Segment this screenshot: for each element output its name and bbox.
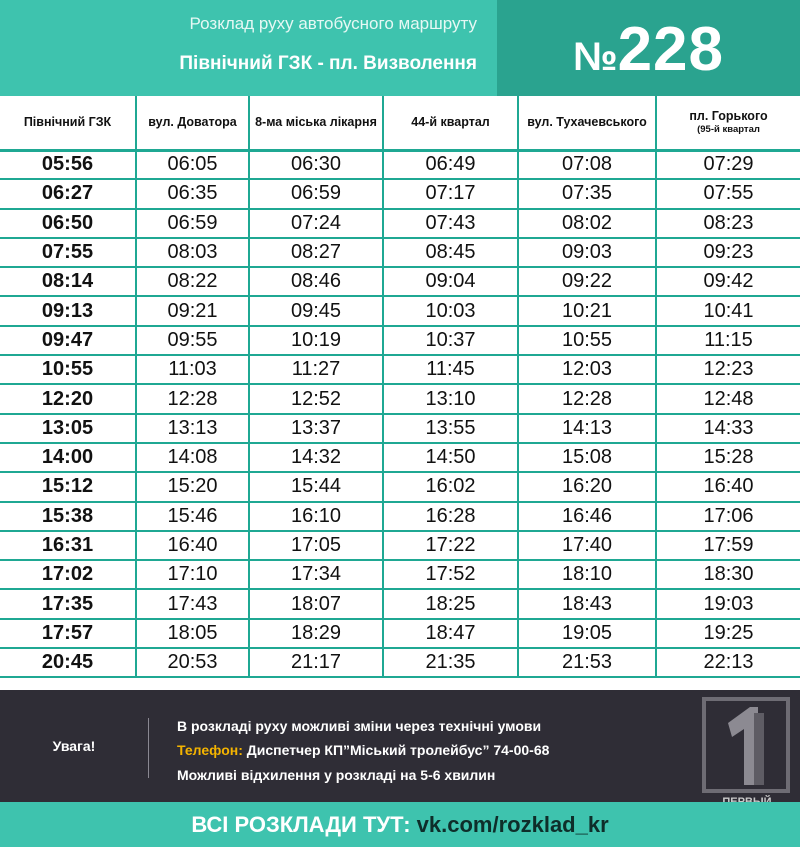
stop-time-cell: 08:45	[383, 238, 518, 267]
departure-time-cell: 06:27	[0, 179, 136, 208]
stop-time-cell: 11:45	[383, 355, 518, 384]
table-row	[0, 531, 800, 560]
table-row	[0, 179, 800, 208]
column-header-label: пл. Горького	[689, 109, 768, 124]
stop-time-cell: 07:43	[383, 209, 518, 238]
table-row	[0, 238, 800, 267]
phone-text: Диспетчер КП”Міський тролейбус” 74-00-68	[242, 742, 550, 758]
stop-time-cell: 12:23	[656, 355, 800, 384]
table-row	[0, 296, 800, 325]
stop-time-cell: 14:13	[518, 414, 656, 443]
stop-time-cell: 09:45	[249, 296, 383, 325]
stop-time-cell: 06:35	[136, 179, 249, 208]
stop-time-cell: 09:23	[656, 238, 800, 267]
stop-time-cell: 20:53	[136, 648, 249, 677]
stop-time-cell: 12:28	[518, 384, 656, 413]
notice-panel	[0, 690, 800, 802]
stop-time-cell: 17:06	[656, 502, 800, 531]
stop-time-cell: 15:44	[249, 472, 383, 501]
schedule-table	[0, 96, 800, 678]
stop-time-cell: 17:05	[249, 531, 383, 560]
column-header-label: 8-ма міська лікарня	[255, 115, 377, 130]
stop-time-cell: 18:25	[383, 589, 518, 618]
stop-time-cell: 14:08	[136, 443, 249, 472]
stop-time-cell: 12:03	[518, 355, 656, 384]
stop-time-cell: 14:33	[656, 414, 800, 443]
stop-time-cell: 06:59	[249, 179, 383, 208]
stop-time-cell: 12:28	[136, 384, 249, 413]
stop-time-cell: 19:25	[656, 619, 800, 648]
stop-time-cell: 19:05	[518, 619, 656, 648]
column-header	[136, 96, 249, 150]
column-header	[249, 96, 383, 150]
departure-time-cell: 14:00	[0, 443, 136, 472]
table-row	[0, 267, 800, 296]
stop-time-cell: 06:05	[136, 150, 249, 179]
stop-time-cell: 16:46	[518, 502, 656, 531]
route-number-panel	[497, 0, 800, 96]
stop-time-cell: 16:20	[518, 472, 656, 501]
departure-time-cell: 16:31	[0, 531, 136, 560]
stop-time-cell: 11:15	[656, 326, 800, 355]
notice-line-deviation: Можливі відхилення у розкладі на 5-6 хвилин	[177, 767, 496, 783]
stop-time-cell: 06:49	[383, 150, 518, 179]
table-row	[0, 384, 800, 413]
stop-time-cell: 07:17	[383, 179, 518, 208]
stop-time-cell: 11:27	[249, 355, 383, 384]
stop-time-cell: 14:50	[383, 443, 518, 472]
table-row	[0, 414, 800, 443]
footer-link[interactable]: vk.com/rozklad_kr	[416, 812, 609, 837]
departure-time-cell: 15:12	[0, 472, 136, 501]
stop-time-cell: 17:59	[656, 531, 800, 560]
stop-time-cell: 16:40	[136, 531, 249, 560]
notice-line-phone	[177, 742, 549, 758]
stop-time-cell: 16:28	[383, 502, 518, 531]
stop-time-cell: 21:17	[249, 648, 383, 677]
stop-time-cell: 21:35	[383, 648, 518, 677]
stop-time-cell: 09:22	[518, 267, 656, 296]
table-row	[0, 326, 800, 355]
stop-time-cell: 18:30	[656, 560, 800, 589]
stop-time-cell: 16:10	[249, 502, 383, 531]
schedule-subtitle: Розклад руху автобусного маршруту	[189, 14, 477, 33]
departure-time-cell: 10:55	[0, 355, 136, 384]
stop-time-cell: 18:47	[383, 619, 518, 648]
column-header	[656, 96, 800, 150]
departure-time-cell: 08:14	[0, 267, 136, 296]
departure-time-cell: 17:35	[0, 589, 136, 618]
stop-time-cell: 09:42	[656, 267, 800, 296]
number-sign: №	[572, 35, 618, 79]
table-row	[0, 443, 800, 472]
stop-time-cell: 15:20	[136, 472, 249, 501]
stop-time-cell: 18:10	[518, 560, 656, 589]
departure-time-cell: 20:45	[0, 648, 136, 677]
table-row	[0, 619, 800, 648]
route-name: Північний ГЗК - пл. Визволення	[179, 53, 477, 74]
departure-time-cell: 09:13	[0, 296, 136, 325]
stop-time-cell: 08:02	[518, 209, 656, 238]
stop-time-cell: 08:27	[249, 238, 383, 267]
stop-time-cell: 08:22	[136, 267, 249, 296]
stop-time-cell: 07:24	[249, 209, 383, 238]
stop-time-cell: 10:19	[249, 326, 383, 355]
route-number-value: 228	[617, 15, 725, 84]
stop-time-cell: 10:55	[518, 326, 656, 355]
notice-label: Увага!	[52, 738, 96, 754]
notice-divider	[148, 718, 149, 778]
table-row	[0, 648, 800, 677]
table-row	[0, 560, 800, 589]
stop-time-cell: 18:07	[249, 589, 383, 618]
stop-time-cell: 13:13	[136, 414, 249, 443]
stop-time-cell: 09:55	[136, 326, 249, 355]
stop-time-cell: 18:05	[136, 619, 249, 648]
stop-time-cell: 06:59	[136, 209, 249, 238]
column-header	[0, 96, 136, 150]
stop-time-cell: 08:46	[249, 267, 383, 296]
stop-time-cell: 13:10	[383, 384, 518, 413]
stop-time-cell: 06:30	[249, 150, 383, 179]
notice-line-changes: В розкладі руху можливі зміни через технічні умови	[177, 718, 542, 734]
departure-time-cell: 17:57	[0, 619, 136, 648]
stop-time-cell: 10:37	[383, 326, 518, 355]
column-header-label: вул. Тухачевського	[527, 115, 647, 130]
header-title-panel	[0, 0, 497, 96]
route-number	[497, 14, 800, 85]
column-header-label: вул. Доватора	[148, 115, 237, 130]
table-row	[0, 589, 800, 618]
stop-time-cell: 07:35	[518, 179, 656, 208]
stop-time-cell: 10:21	[518, 296, 656, 325]
stop-time-cell: 14:32	[249, 443, 383, 472]
stop-time-cell: 21:53	[518, 648, 656, 677]
stop-time-cell: 07:55	[656, 179, 800, 208]
table-row	[0, 502, 800, 531]
stop-time-cell: 13:37	[249, 414, 383, 443]
header	[0, 0, 800, 96]
stop-time-cell: 17:40	[518, 531, 656, 560]
stop-time-cell: 18:43	[518, 589, 656, 618]
footer-text	[0, 812, 800, 838]
departure-time-cell: 15:38	[0, 502, 136, 531]
stop-time-cell: 16:40	[656, 472, 800, 501]
column-header-label: Північний ГЗК	[23, 115, 112, 130]
stop-time-cell: 10:03	[383, 296, 518, 325]
stop-time-cell: 17:34	[249, 560, 383, 589]
departure-time-cell: 05:56	[0, 150, 136, 179]
stop-time-cell: 12:48	[656, 384, 800, 413]
stop-time-cell: 10:41	[656, 296, 800, 325]
stop-time-cell: 09:03	[518, 238, 656, 267]
stop-time-cell: 07:29	[656, 150, 800, 179]
column-header-sublabel: (95-й квартал	[697, 124, 760, 136]
stop-time-cell: 17:52	[383, 560, 518, 589]
stop-time-cell: 19:03	[656, 589, 800, 618]
stop-time-cell: 15:28	[656, 443, 800, 472]
departure-time-cell: 13:05	[0, 414, 136, 443]
stop-time-cell: 15:46	[136, 502, 249, 531]
stop-time-cell: 09:21	[136, 296, 249, 325]
stop-time-cell: 08:03	[136, 238, 249, 267]
column-header	[518, 96, 656, 150]
table-header-row	[0, 96, 800, 150]
stop-time-cell: 08:23	[656, 209, 800, 238]
table-row	[0, 355, 800, 384]
column-header	[383, 96, 518, 150]
table-row	[0, 150, 800, 179]
departure-time-cell: 09:47	[0, 326, 136, 355]
column-header-label: 44-й квартал	[411, 115, 490, 130]
stop-time-cell: 12:52	[249, 384, 383, 413]
stop-time-cell: 17:43	[136, 589, 249, 618]
table-row	[0, 472, 800, 501]
departure-time-cell: 06:50	[0, 209, 136, 238]
stop-time-cell: 07:08	[518, 150, 656, 179]
departure-time-cell: 07:55	[0, 238, 136, 267]
table-body	[0, 150, 800, 677]
departure-time-cell: 17:02	[0, 560, 136, 589]
stop-time-cell: 18:29	[249, 619, 383, 648]
phone-label: Телефон:	[177, 742, 243, 758]
stop-time-cell: 22:13	[656, 648, 800, 677]
departure-time-cell: 12:20	[0, 384, 136, 413]
stop-time-cell: 15:08	[518, 443, 656, 472]
footer-label: ВСІ РОЗКЛАДИ ТУТ:	[191, 812, 417, 837]
stop-time-cell: 17:22	[383, 531, 518, 560]
footer	[0, 802, 800, 847]
stop-time-cell: 09:04	[383, 267, 518, 296]
stop-time-cell: 11:03	[136, 355, 249, 384]
stop-time-cell: 13:55	[383, 414, 518, 443]
stop-time-cell: 17:10	[136, 560, 249, 589]
table-row	[0, 209, 800, 238]
stop-time-cell: 16:02	[383, 472, 518, 501]
